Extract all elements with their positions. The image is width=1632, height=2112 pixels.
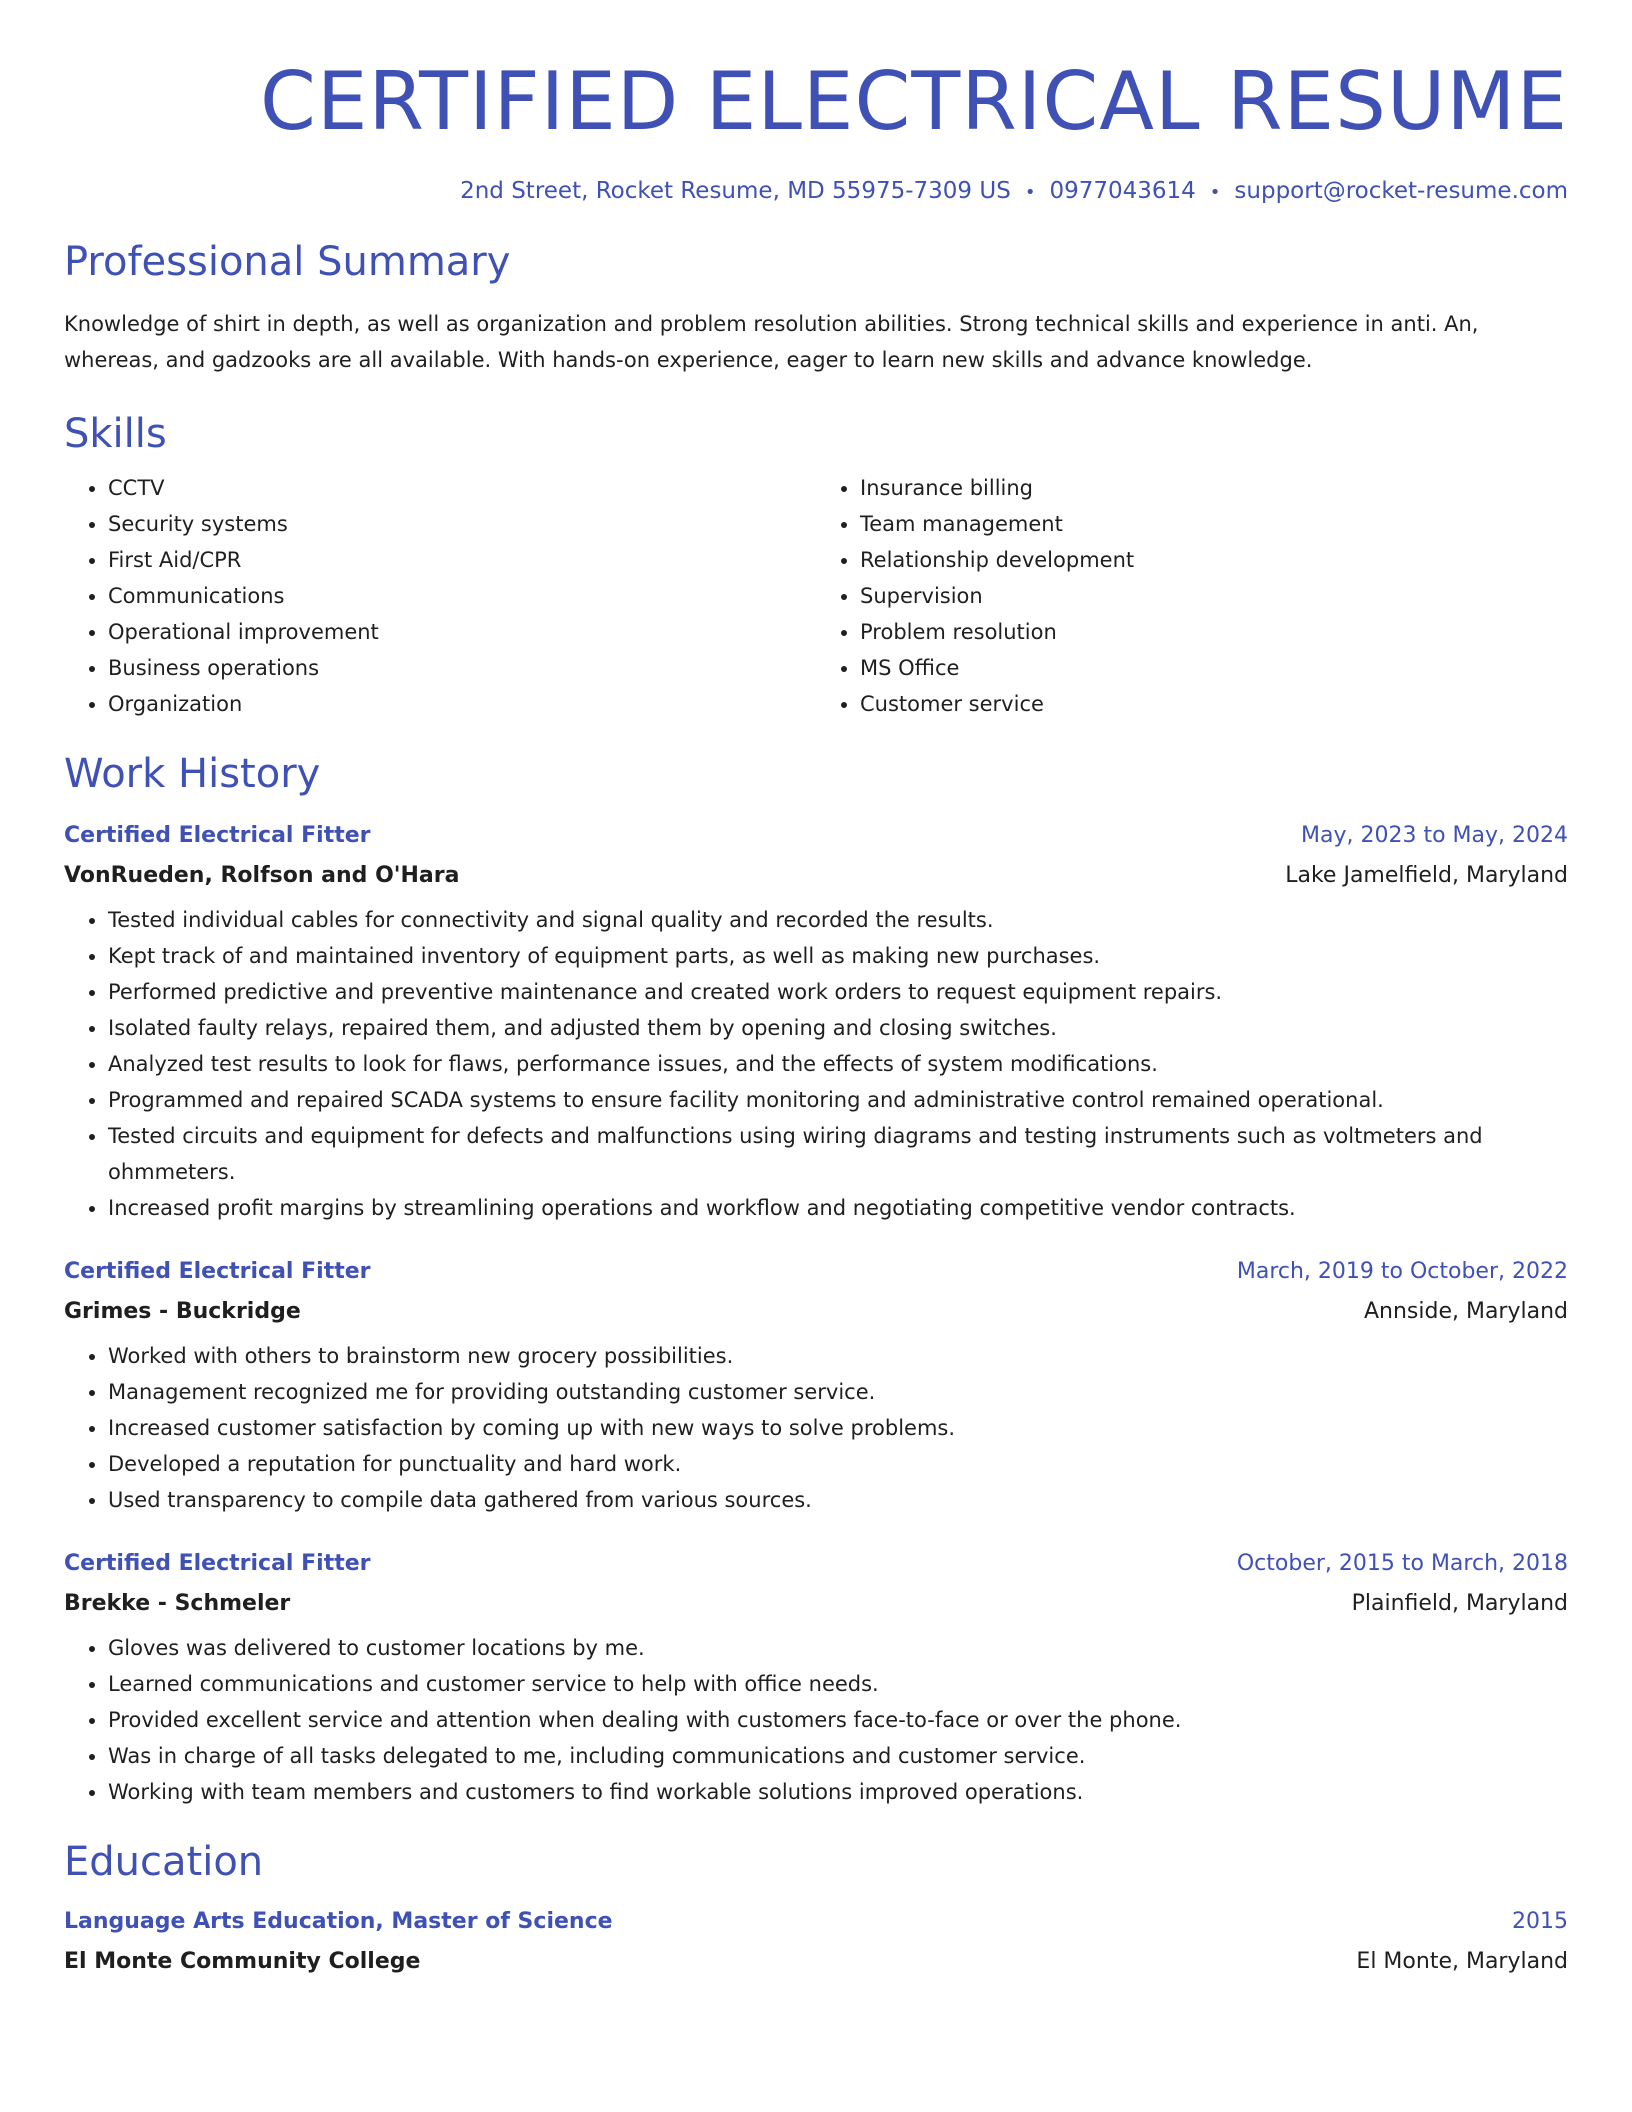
skill-item: • Communications (108, 578, 816, 614)
summary-section (64, 236, 1568, 378)
education-degree: Language Arts Education, Master of Science (64, 1909, 613, 1934)
job-bullet: • Was in charge of all tasks delegated to me, including communications and customer service. (108, 1738, 1568, 1774)
contact-address: 2nd Street, Rocket Resume, MD 55975-7309 US (460, 178, 1011, 204)
job-bullet: • Management recognized me for providing outstanding customer service. (108, 1374, 1568, 1410)
work-history-section (64, 748, 1568, 1810)
summary-text: Knowledge of shirt in depth, as well as organization and problem resolution abilities. Strong technical skills and experience in anti. An, whereas, and gadzooks are all available. With hands-on experience, eager to learn new skills and advance knowledge. (64, 312, 1479, 372)
skill-item: • Problem resolution (860, 614, 1568, 650)
job-bullet: • Performed predictive and preventive maintenance and created work orders to request equipment repairs. (108, 974, 1568, 1010)
education-school: El Monte Community College (64, 1949, 421, 1974)
job-dates: March, 2019 to October, 2022 (1236, 1259, 1568, 1284)
skills-list-right (816, 470, 1568, 722)
job-bullets (64, 1338, 1568, 1518)
resume-page (64, 0, 1568, 1982)
job-bullet: • Worked with others to brainstorm new grocery possibilities. (108, 1338, 1568, 1374)
job-bullet: • Provided excellent service and attention when dealing with customers face-to-face or over the phone. (108, 1702, 1568, 1738)
skills-heading: Skills (64, 411, 167, 457)
job-bullet: • Tested individual cables for connectivity and signal quality and recorded the results. (108, 902, 1568, 938)
job-dates: October, 2015 to March, 2018 (1236, 1551, 1568, 1576)
job-title: Certified Electrical Fitter (64, 1259, 371, 1284)
contact-phone: 0977043614 (1049, 178, 1196, 204)
job-title: Certified Electrical Fitter (64, 823, 371, 848)
skill-item: • CCTV (108, 470, 816, 506)
job-bullets (64, 1630, 1568, 1810)
job-entry (64, 1544, 1568, 1810)
job-entry (64, 816, 1568, 1226)
skills-columns (64, 470, 1568, 722)
job-bullet: • Increased customer satisfaction by coming up with new ways to solve problems. (108, 1410, 1568, 1446)
skill-item: • Insurance billing (860, 470, 1568, 506)
skill-item: • Customer service (860, 686, 1568, 722)
summary-heading: Professional Summary (64, 239, 511, 285)
job-bullet: • Used transparency to compile data gathered from various sources. (108, 1482, 1568, 1518)
job-location: Plainfield, Maryland (1351, 1591, 1568, 1616)
job-bullet: • Increased profit margins by streamlining operations and workflow and negotiating competitive vendor contracts. (108, 1190, 1568, 1226)
skill-item: • Security systems (108, 506, 816, 542)
job-bullet: • Isolated faulty relays, repaired them, and adjusted them by opening and closing switches. (108, 1010, 1568, 1046)
contact-separator: • (1209, 182, 1221, 203)
job-bullet: • Learned communications and customer service to help with office needs. (108, 1666, 1568, 1702)
contact-email: support@rocket-resume.com (1234, 178, 1568, 204)
job-bullets (64, 902, 1568, 1226)
job-company: VonRueden, Rolfson and O'Hara (64, 863, 460, 888)
job-bullet: • Developed a reputation for punctuality and hard work. (108, 1446, 1568, 1482)
education-heading: Education (64, 1839, 264, 1885)
job-bullet: • Working with team members and customers to find workable solutions improved operations. (108, 1774, 1568, 1810)
skill-item: • MS Office (860, 650, 1568, 686)
contact-separator: • (1024, 182, 1036, 203)
job-title: Certified Electrical Fitter (64, 1551, 371, 1576)
skill-item: • Relationship development (860, 542, 1568, 578)
contact-line (64, 176, 1568, 208)
education-section (64, 1836, 1568, 1982)
education-year: 2015 (1512, 1909, 1568, 1934)
skills-list-left (64, 470, 816, 722)
skill-item: • First Aid/CPR (108, 542, 816, 578)
job-company: Grimes - Buckridge (64, 1299, 301, 1324)
skill-item: • Operational improvement (108, 614, 816, 650)
job-company: Brekke - Schmeler (64, 1591, 291, 1616)
job-bullet: • Analyzed test results to look for flaws, performance issues, and the effects of system modifications. (108, 1046, 1568, 1082)
skill-item: • Team management (860, 506, 1568, 542)
skill-item: • Business operations (108, 650, 816, 686)
job-bullet: • Kept track of and maintained inventory of equipment parts, as well as making new purchases. (108, 938, 1568, 974)
job-location: Lake Jamelfield, Maryland (1285, 863, 1568, 888)
skills-section (64, 408, 1568, 722)
job-location: Annside, Maryland (1363, 1299, 1568, 1324)
work-history-heading: Work History (64, 751, 321, 797)
skill-item: • Organization (108, 686, 816, 722)
resume-title: CERTIFIED ELECTRICAL RESUME (259, 55, 1568, 148)
job-bullet: • Tested circuits and equipment for defects and malfunctions using wiring diagrams and testing instruments such as voltmeters and ohmmeters. (108, 1118, 1568, 1190)
job-bullet: • Programmed and repaired SCADA systems to ensure facility monitoring and administrative control remained operational. (108, 1082, 1568, 1118)
job-entry (64, 1252, 1568, 1518)
job-bullet: • Gloves was delivered to customer locations by me. (108, 1630, 1568, 1666)
job-dates: May, 2023 to May, 2024 (1301, 823, 1568, 848)
education-location: El Monte, Maryland (1356, 1949, 1568, 1974)
skill-item: • Supervision (860, 578, 1568, 614)
